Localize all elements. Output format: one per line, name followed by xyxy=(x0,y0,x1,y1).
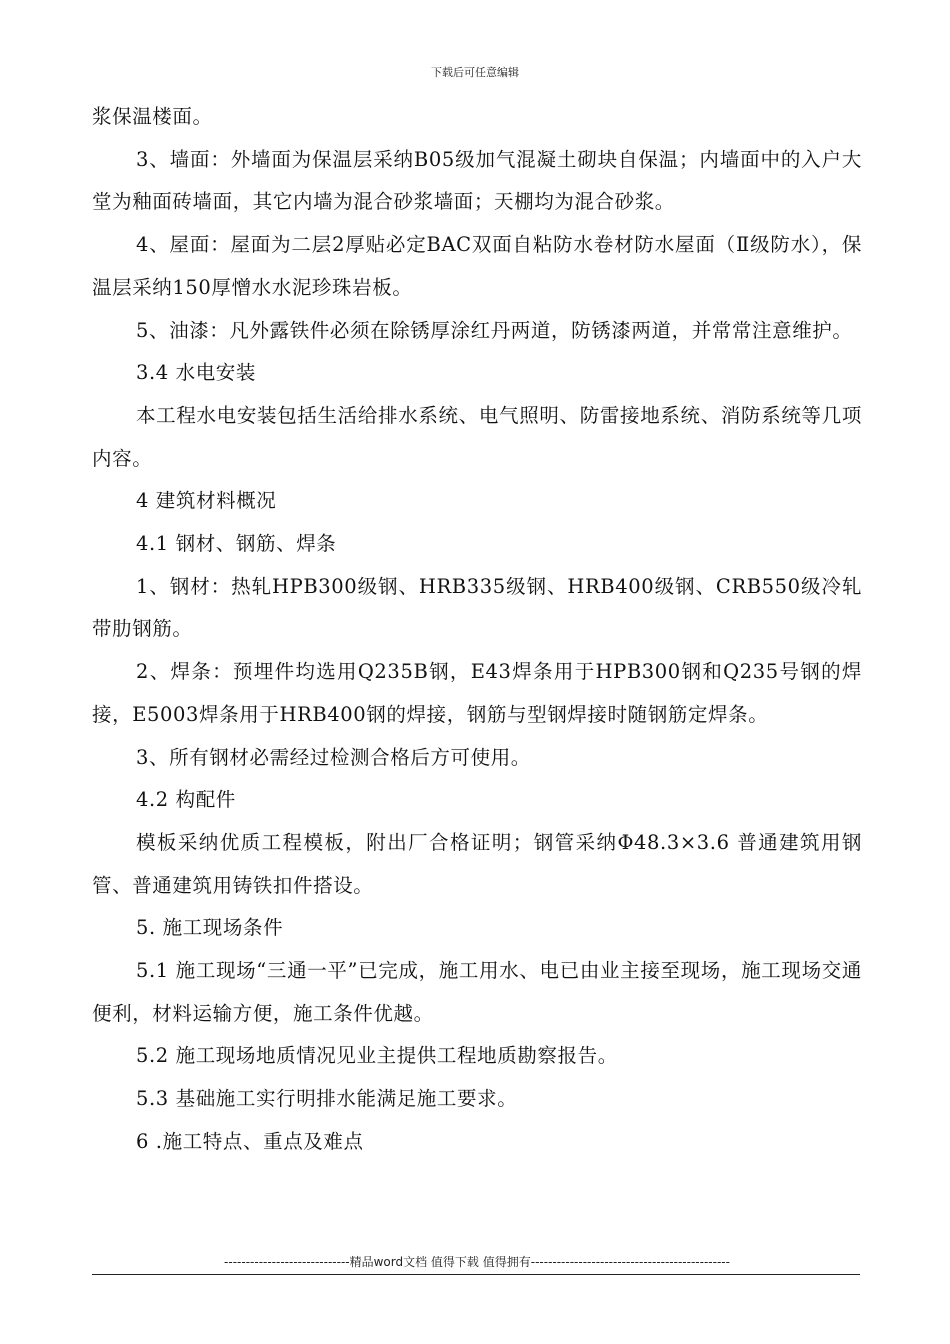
section-heading: 3.4 水电安装 xyxy=(136,361,257,385)
section-heading: 4.2 构配件 xyxy=(136,788,236,812)
section-heading: 4.1 钢材、钢筋、焊条 xyxy=(136,532,337,556)
paragraph: 4、屋面：屋面为二层2厚贴必定BAC双面自粘防水卷材防水屋面（Ⅱ级防水），保温层采纳150厚憎水水泥珍珠岩板。 xyxy=(92,233,862,299)
paragraph: 3、墙面：外墙面为保温层采纳B05级加气混凝土砌块自保温；内墙面中的入户大堂为釉面砖墙面，其它内墙为混合砂浆墙面；天棚均为混合砂浆。 xyxy=(92,147,862,214)
page-header: 下载后可任意编辑 xyxy=(431,66,519,79)
paragraph: 模板采纳优质工程模板，附出厂合格证明；钢管采纳Φ48.3×3.6 普通建筑用钢管、普通建筑用铸铁扣件搭设。 xyxy=(92,830,862,897)
paragraph: 3、所有钢材必需经过检测合格后方可使用。 xyxy=(136,745,531,769)
section-heading: 4 建筑材料概况 xyxy=(136,489,277,513)
paragraph: 本工程水电安装包括生活给排水系统、电气照明、防雷接地系统、消防系统等几项内容。 xyxy=(92,403,862,470)
footer-divider xyxy=(92,1274,860,1275)
paragraph: 5.2 施工现场地质情况见业主提供工程地质勘察报告。 xyxy=(136,1044,618,1068)
section-heading: 6 .施工特点、重点及难点 xyxy=(136,1129,364,1153)
page-footer: -----------------------------精品word文档 值得下载 值得拥有---------------------------------------------- xyxy=(224,1255,730,1269)
paragraph: 2、焊条：预埋件均选用Q235B钢，E43焊条用于HPB300钢和Q235号钢的焊接，E5003焊条用于HRB400钢的焊接，钢筋与型钢焊接时随钢筋定焊条。 xyxy=(92,660,862,726)
paragraph: 5、油漆：凡外露铁件必须在除锈厚涂红丹两道，防锈漆两道，并常常注意维护。 xyxy=(136,318,853,342)
document-body xyxy=(92,96,862,1164)
paragraph: 浆保温楼面。 xyxy=(92,105,213,128)
paragraph: 1、钢材：热轧HPB300级钢、HRB335级钢、HRB400级钢、CRB550级冷轧带肋钢筋。 xyxy=(92,574,862,641)
paragraph: 5.3 基础施工实行明排水能满足施工要求。 xyxy=(136,1087,518,1111)
paragraph: 5.1 施工现场“三通一平”已完成，施工用水、电已由业主接至现场，施工现场交通便利，材料运输方便，施工条件优越。 xyxy=(92,959,862,1025)
section-heading: 5. 施工现场条件 xyxy=(136,916,284,940)
